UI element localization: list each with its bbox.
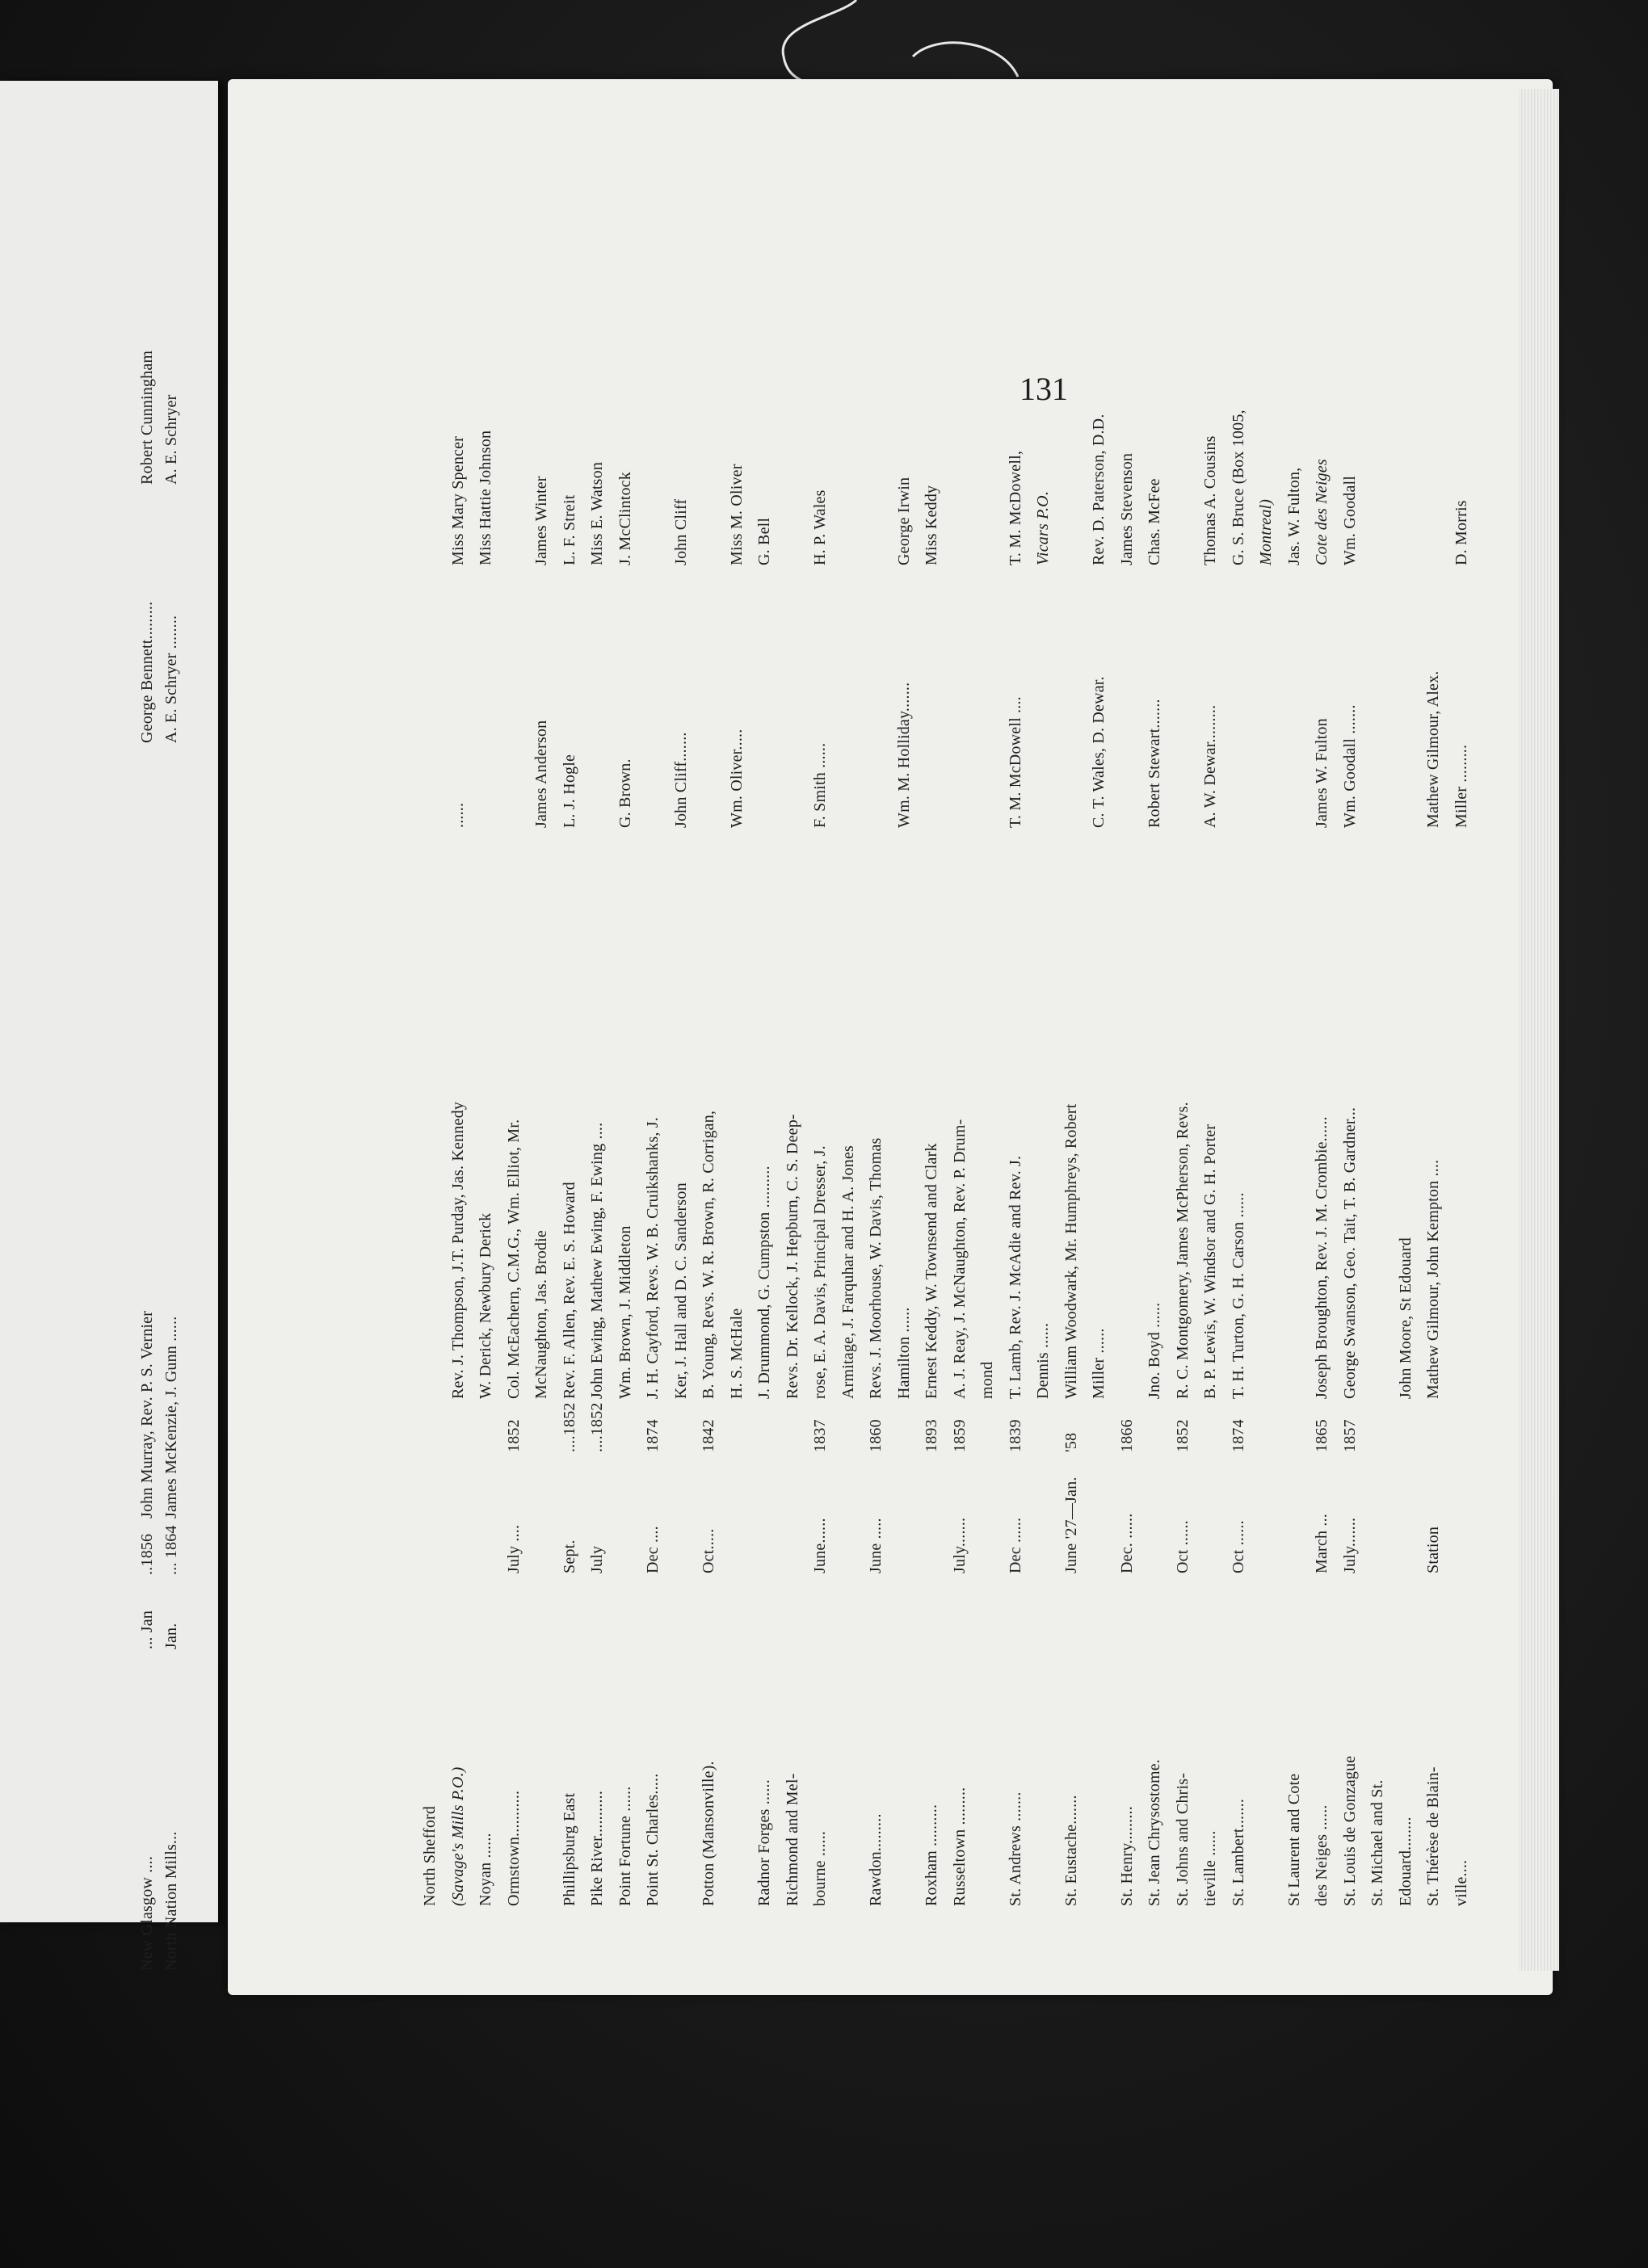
secretary-cell: Thomas A. Cousins bbox=[1201, 435, 1219, 565]
secretary-cell: Miss Keddy bbox=[923, 485, 940, 565]
place-cell: Ormstown........... bbox=[504, 1790, 523, 1906]
place-cell: St Laurent and Cote bbox=[1284, 1773, 1303, 1906]
year-cell: 1859 bbox=[950, 1419, 969, 1452]
secretary-cell: Vicars P.O. bbox=[1034, 490, 1052, 565]
date-cell: Dec .... bbox=[644, 1526, 662, 1573]
place-cell: St. Lambert....... bbox=[1229, 1798, 1247, 1906]
ministers-cell: B. P. Lewis, W. Windsor and G. H. Porter bbox=[1201, 1124, 1219, 1399]
elder-cell: Robert Stewart....... bbox=[1146, 699, 1163, 828]
year-cell: ... 1864 bbox=[162, 1525, 180, 1575]
secretary-cell: James Stevenson bbox=[1117, 452, 1136, 565]
ministers-cell: Revs. Dr. Kellock, J. Hepburn, C. S. Deep- bbox=[783, 1114, 801, 1399]
year-cell: 1857 bbox=[1340, 1419, 1359, 1452]
year-cell: 1865 bbox=[1313, 1419, 1331, 1452]
ministers-cell: George Swanson, Geo. Tait, T. B. Gardner... bbox=[1340, 1107, 1359, 1399]
elder-cell: F. Smith ...... bbox=[811, 742, 829, 828]
elder-cell: Miller ......... bbox=[1452, 744, 1470, 828]
ministers-cell: B. Young, Revs. W. R. Brown, R. Corrigan, bbox=[700, 1110, 717, 1399]
year-cell: 1852 bbox=[504, 1419, 523, 1452]
place-cell: St. Thérèse de Blain- bbox=[1424, 1766, 1442, 1906]
ministers-cell: John Ewing, Mathew Ewing, F. Ewing .... bbox=[588, 1122, 606, 1399]
place-cell: Edouard........ bbox=[1396, 1816, 1415, 1906]
place-cell: St. Andrews ....... bbox=[1006, 1791, 1024, 1906]
ministers-cell: A. J. Reay, J. McNaughton, Rev. P. Drum- bbox=[950, 1119, 969, 1399]
congregation-table bbox=[355, 299, 1503, 1906]
secretary-cell: J. McClintock bbox=[616, 472, 634, 565]
ministers-cell: Dennis ...... bbox=[1034, 1322, 1052, 1399]
ministers-cell: Joseph Broughton, Rev. J. M. Crombie...... bbox=[1313, 1116, 1331, 1399]
year-cell: ....1852 bbox=[560, 1402, 578, 1452]
elder-cell: Wm. Oliver..... bbox=[727, 729, 746, 828]
secretary-cell: H. P. Wales bbox=[811, 489, 829, 565]
date-cell: Dec. ...... bbox=[1117, 1513, 1136, 1573]
ministers-cell: McNaughton, Jas. Brodie bbox=[532, 1229, 550, 1399]
ministers-cell: Revs. J. Moorhouse, W. Davis, Thomas bbox=[867, 1137, 885, 1399]
secretary-cell: Miss Hattie Johnson bbox=[477, 430, 494, 565]
ministers-cell: W. Derick, Newbury Derick bbox=[477, 1212, 494, 1399]
date-cell: June...... bbox=[811, 1518, 829, 1573]
date-cell: ... Jan bbox=[138, 1610, 156, 1649]
ministers-cell: Rev. F. Allen, Rev. E. S. Howard bbox=[560, 1182, 578, 1399]
ministers-cell: Armitage, J. Farquhar and H. A. Jones bbox=[839, 1144, 857, 1399]
place-cell: Phillipsburg East bbox=[560, 1792, 578, 1906]
ministers-cell: Ker, J. Hall and D. C. Sanderson bbox=[671, 1182, 690, 1399]
year-cell: 1839 bbox=[1006, 1419, 1024, 1452]
elder-cell: George Bennett......... bbox=[138, 601, 156, 743]
year-cell: 1837 bbox=[811, 1419, 829, 1452]
year-cell: '58 bbox=[1062, 1432, 1080, 1452]
place-cell: ville.... bbox=[1452, 1859, 1470, 1906]
left-page-text bbox=[16, 226, 202, 1971]
secretary-cell: Miss M. Oliver bbox=[727, 464, 746, 565]
secretary-cell: A. E. Schryer bbox=[162, 394, 180, 485]
place-cell: Richmond and Mel- bbox=[783, 1773, 801, 1906]
place-cell: Radnor Forges ...... bbox=[755, 1779, 773, 1906]
date-cell: Sept. bbox=[560, 1539, 578, 1573]
ministers-cell: J. H. Cayford, Revs. W. B. Cruikshanks, J. bbox=[644, 1117, 662, 1399]
year-cell: 1866 bbox=[1117, 1419, 1136, 1452]
ministers-cell: rose, E. A. Davis, Principal Dresser, J. bbox=[811, 1145, 829, 1399]
date-cell: Dec ...... bbox=[1006, 1517, 1024, 1573]
place-cell: Point Fortune ...... bbox=[616, 1786, 634, 1906]
ministers-cell: William Woodwark, Mr. Humphreys, Robert bbox=[1062, 1103, 1080, 1399]
ministers-cell: mond bbox=[978, 1361, 996, 1399]
date-cell: Oct ...... bbox=[1229, 1520, 1247, 1573]
date-cell: June '27—Jan. bbox=[1062, 1476, 1080, 1573]
date-cell: Jan. bbox=[162, 1623, 180, 1649]
elder-cell: John Cliff....... bbox=[671, 732, 690, 828]
secretary-cell: Wm. Goodall bbox=[1340, 475, 1359, 565]
ministers-cell: James McKenzie, J. Gunn ...... bbox=[162, 1316, 180, 1518]
place-cell: des Neiges ...... bbox=[1313, 1804, 1331, 1906]
place-cell: tieville ...... bbox=[1201, 1830, 1219, 1906]
date-cell: July .... bbox=[504, 1524, 523, 1573]
date-cell: Station bbox=[1424, 1526, 1442, 1573]
place-cell: St. Johns and Chris- bbox=[1173, 1772, 1192, 1906]
place-cell: St. Eustache....... bbox=[1062, 1795, 1080, 1906]
date-cell: Oct..... bbox=[700, 1528, 717, 1573]
secretary-cell: James Winter bbox=[532, 476, 550, 565]
year-cell: 1874 bbox=[1229, 1419, 1247, 1452]
elder-cell: Wm. M. Holliday....... bbox=[894, 682, 913, 828]
secretary-cell: G. Bell bbox=[755, 517, 773, 565]
secretary-cell: Robert Cunningham bbox=[138, 350, 156, 485]
ministers-cell: Mathew Gilmour, John Kempton .... bbox=[1424, 1159, 1442, 1399]
place-cell: Noyan ...... bbox=[477, 1833, 494, 1906]
secretary-cell: Cote des Neiges bbox=[1313, 459, 1331, 565]
place-cell: North Shefford bbox=[421, 1805, 439, 1906]
elder-cell: James W. Fulton bbox=[1313, 718, 1331, 828]
place-cell: North Nation Mills... bbox=[162, 1831, 180, 1971]
page-number: 131 bbox=[1019, 371, 1068, 407]
ministers-cell: Col. McEachern, C.M.G., Wm. Elliot, Mr. bbox=[504, 1119, 523, 1399]
date-cell: July....... bbox=[950, 1517, 969, 1573]
left-page bbox=[0, 81, 218, 1971]
elder-cell: A. E. Schryer ........ bbox=[162, 615, 180, 743]
date-cell: June ..... bbox=[867, 1518, 885, 1573]
ministers-cell: T. Lamb, Rev. J. McAdie and Rev. J. bbox=[1006, 1155, 1024, 1399]
year-cell: ..1856 bbox=[138, 1533, 156, 1575]
secretary-cell: Rev. D. Paterson, D.D. bbox=[1090, 414, 1108, 565]
secretary-cell: Chas. McFee bbox=[1146, 478, 1163, 565]
place-cell: St. Louis de Gonzague bbox=[1340, 1755, 1359, 1906]
elder-cell: James Anderson bbox=[532, 720, 550, 828]
elder-cell: L. J. Hogle bbox=[560, 754, 578, 828]
secretary-cell: Miss E. Watson bbox=[588, 461, 606, 565]
ministers-cell: John Moore, St Edouard bbox=[1396, 1237, 1415, 1399]
secretary-cell: L. F. Streit bbox=[560, 494, 578, 565]
ministers-cell: R. C. Montgomery, James McPherson, Revs. bbox=[1173, 1102, 1192, 1399]
elder-cell: C. T. Wales, D. Dewar. bbox=[1090, 676, 1108, 828]
year-cell: ....1852 bbox=[588, 1402, 606, 1452]
place-cell: Roxham .......... bbox=[923, 1804, 940, 1906]
secretary-cell: Montreal) bbox=[1257, 498, 1275, 565]
ministers-cell: Wm. Brown, J. Middleton bbox=[616, 1225, 634, 1399]
secretary-cell: T. M. McDowell, bbox=[1006, 450, 1024, 565]
year-cell: 1860 bbox=[867, 1419, 885, 1452]
year-cell: 1842 bbox=[700, 1419, 717, 1452]
ministers-cell: Rev. J. Thompson, J.T. Purday, Jas. Kennedy bbox=[448, 1101, 467, 1399]
elder-cell: A. W. Dewar......... bbox=[1201, 704, 1219, 828]
ministers-cell: T. H. Turton, G. H. Carson ...... bbox=[1229, 1192, 1247, 1399]
place-cell: Potton (Mansonville). bbox=[700, 1761, 717, 1906]
secretary-cell: Jas. W. Fulton, bbox=[1284, 467, 1303, 565]
place-cell: (Savage's Mills P.O.) bbox=[448, 1766, 467, 1906]
elder-cell: Mathew Gilmour, Alex. bbox=[1424, 670, 1442, 828]
date-cell: July....... bbox=[1340, 1517, 1359, 1573]
place-cell: New Glasgow .... bbox=[138, 1855, 156, 1971]
date-cell: Oct ...... bbox=[1173, 1520, 1192, 1573]
secretary-cell: Miss Mary Spencer bbox=[448, 435, 467, 565]
place-cell: St. Michael and St. bbox=[1368, 1779, 1386, 1906]
ministers-cell: Jno. Boyd ...... bbox=[1146, 1302, 1163, 1399]
place-cell: Rawdon......... bbox=[867, 1813, 885, 1906]
elder-cell: T. M. McDowell .... bbox=[1006, 696, 1024, 828]
secretary-cell: G. S. Bruce (Box 1005, bbox=[1229, 410, 1247, 565]
date-cell: July bbox=[588, 1545, 606, 1573]
ministers-cell: J. Drummond, G. Cumpston .......... bbox=[755, 1166, 773, 1399]
place-cell: bourne ...... bbox=[811, 1830, 829, 1906]
ministers-cell: John Murray, Rev. P. S. Vernier bbox=[138, 1310, 156, 1518]
place-cell: Pike River........... bbox=[588, 1790, 606, 1906]
ministers-cell: Hamilton ...... bbox=[894, 1307, 913, 1399]
place-cell: Point St. Charles..... bbox=[644, 1773, 662, 1906]
ministers-cell: Miller ...... bbox=[1090, 1328, 1108, 1399]
secretary-cell: John Cliff bbox=[671, 498, 690, 565]
place-cell: St. Jean Chrysostome. bbox=[1146, 1759, 1163, 1906]
year-cell: 1852 bbox=[1173, 1419, 1192, 1452]
place-cell: St. Henry......... bbox=[1117, 1806, 1136, 1906]
page-edges bbox=[1519, 89, 1559, 1971]
secretary-cell: D. Morris bbox=[1452, 500, 1470, 565]
ministers-cell: H. S. McHale bbox=[727, 1308, 746, 1399]
year-cell: 1893 bbox=[923, 1419, 940, 1452]
date-cell: March ... bbox=[1313, 1514, 1331, 1573]
place-cell: Russeltown ......... bbox=[950, 1787, 969, 1906]
elder-cell: Wm. Goodall ....... bbox=[1340, 704, 1359, 828]
elder-cell: ...... bbox=[448, 802, 467, 828]
secretary-cell: George Irwin bbox=[894, 477, 913, 565]
elder-cell: G. Brown. bbox=[616, 758, 634, 828]
ministers-cell: Ernest Keddy, W. Townsend and Clark bbox=[923, 1143, 940, 1399]
year-cell: 1874 bbox=[644, 1419, 662, 1452]
